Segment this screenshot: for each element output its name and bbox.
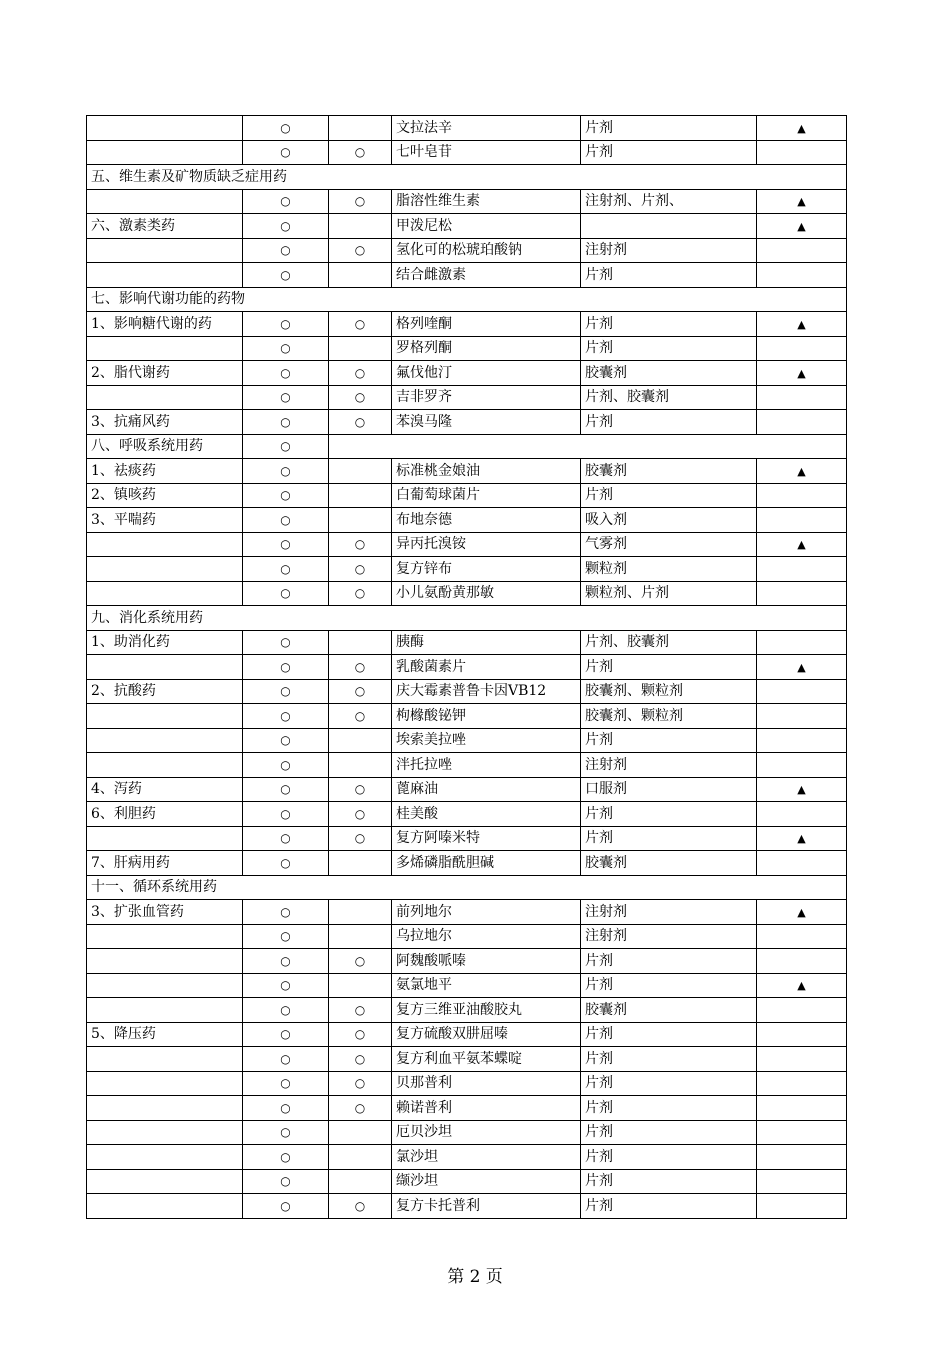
- drug-name-cell: 缬沙坦: [392, 1169, 581, 1194]
- flag-b-cell: ○: [329, 1047, 392, 1072]
- category-cell: 3、扩张血管药: [87, 900, 243, 925]
- drug-name-cell: 厄贝沙坦: [392, 1120, 581, 1145]
- table-row: [87, 238, 847, 263]
- mark-cell: ▲: [757, 189, 847, 214]
- table-row: [87, 777, 847, 802]
- table-row: [87, 973, 847, 998]
- flag-b-cell: ○: [329, 998, 392, 1023]
- flag-b-cell: ○: [329, 557, 392, 582]
- dosage-form-cell: 片剂: [581, 655, 757, 680]
- dosage-form-cell: 吸入剂: [581, 508, 757, 533]
- flag-b-cell: ○: [329, 826, 392, 851]
- dosage-form-cell: 片剂: [581, 802, 757, 827]
- flag-b-cell: ○: [329, 312, 392, 337]
- table-row: [87, 434, 847, 459]
- mark-cell: ▲: [757, 655, 847, 680]
- flag-b-cell: [329, 459, 392, 484]
- table-row: [87, 459, 847, 484]
- table-row: [87, 630, 847, 655]
- mark-cell: ▲: [757, 973, 847, 998]
- flag-a-cell: ○: [243, 630, 329, 655]
- table-row: [87, 410, 847, 435]
- flag-a-cell: ○: [243, 581, 329, 606]
- table-row: [87, 1047, 847, 1072]
- drug-list-table: [86, 115, 847, 1219]
- mark-cell: [757, 704, 847, 729]
- table-row: [87, 924, 847, 949]
- flag-a-cell: ○: [243, 728, 329, 753]
- table-row: [87, 1120, 847, 1145]
- flag-b-cell: [329, 214, 392, 239]
- flag-a-cell: ○: [243, 140, 329, 165]
- flag-a-cell: ○: [243, 704, 329, 729]
- table-row: [87, 900, 847, 925]
- table-row: [87, 557, 847, 582]
- flag-b-cell: [329, 508, 392, 533]
- flag-a-cell: ○: [243, 973, 329, 998]
- category-cell: 1、影响糖代谢的药: [87, 312, 243, 337]
- table-row: [87, 851, 847, 876]
- flag-a-cell: ○: [243, 238, 329, 263]
- drug-name-cell: 胰酶: [392, 630, 581, 655]
- flag-b-cell: [329, 1169, 392, 1194]
- drug-name-cell: 氯沙坦: [392, 1145, 581, 1170]
- drug-name-cell: 阿魏酸哌嗪: [392, 949, 581, 974]
- flag-b-cell: [329, 336, 392, 361]
- drug-name-cell: 氟伐他汀: [392, 361, 581, 386]
- mark-cell: ▲: [757, 459, 847, 484]
- section-heading: 五、维生素及矿物质缺乏症用药: [87, 165, 847, 190]
- flag-b-cell: ○: [329, 1194, 392, 1219]
- category-cell: 1、祛痰药: [87, 459, 243, 484]
- flag-a-cell: ○: [243, 949, 329, 974]
- dosage-form-cell: 片剂: [581, 336, 757, 361]
- mark-cell: [757, 1145, 847, 1170]
- table-row: [87, 312, 847, 337]
- mark-cell: ▲: [757, 312, 847, 337]
- mark-cell: [757, 483, 847, 508]
- flag-b-cell: [329, 900, 392, 925]
- table-row: [87, 875, 847, 900]
- category-cell: [87, 924, 243, 949]
- dosage-form-cell: 片剂: [581, 826, 757, 851]
- dosage-form-cell: 颗粒剂、片剂: [581, 581, 757, 606]
- flag-b-cell: ○: [329, 361, 392, 386]
- table-row: [87, 508, 847, 533]
- flag-b-cell: [329, 851, 392, 876]
- table-row: [87, 189, 847, 214]
- dosage-form-cell: 颗粒剂: [581, 557, 757, 582]
- flag-b-cell: ○: [329, 949, 392, 974]
- section-heading: 八、呼吸系统用药: [87, 434, 243, 459]
- table-row: [87, 581, 847, 606]
- table-row: [87, 336, 847, 361]
- dosage-form-cell: 片剂: [581, 1022, 757, 1047]
- drug-name-cell: 七叶皂苷: [392, 140, 581, 165]
- table-row: [87, 1022, 847, 1047]
- dosage-form-cell: 胶囊剂: [581, 459, 757, 484]
- flag-a-cell: ○: [243, 361, 329, 386]
- mark-cell: [757, 238, 847, 263]
- flag-b-cell: ○: [329, 655, 392, 680]
- dosage-form-cell: 片剂: [581, 263, 757, 288]
- dosage-form-cell: 片剂: [581, 1096, 757, 1121]
- dosage-form-cell: 片剂、胶囊剂: [581, 385, 757, 410]
- category-cell: [87, 753, 243, 778]
- category-cell: [87, 385, 243, 410]
- category-cell: [87, 140, 243, 165]
- mark-cell: [757, 410, 847, 435]
- table-row: [87, 1194, 847, 1219]
- flag-a-cell: ○: [243, 1169, 329, 1194]
- drug-name-cell: 氨氯地平: [392, 973, 581, 998]
- category-cell: 5、降压药: [87, 1022, 243, 1047]
- flag-b-cell: ○: [329, 410, 392, 435]
- flag-a-cell: ○: [243, 557, 329, 582]
- drug-name-cell: 文拉法辛: [392, 116, 581, 141]
- category-cell: [87, 1096, 243, 1121]
- drug-name-cell: 复方锌布: [392, 557, 581, 582]
- drug-name-cell: 结合雌激素: [392, 263, 581, 288]
- section-heading: 九、消化系统用药: [87, 606, 847, 631]
- category-cell: [87, 1169, 243, 1194]
- empty-cell: [329, 434, 847, 459]
- flag-a-cell: ○: [243, 189, 329, 214]
- dosage-form-cell: 片剂: [581, 1071, 757, 1096]
- flag-a-cell: ○: [243, 116, 329, 141]
- mark-cell: [757, 1169, 847, 1194]
- dosage-form-cell: 片剂、胶囊剂: [581, 630, 757, 655]
- dosage-form-cell: 片剂: [581, 1120, 757, 1145]
- dosage-form-cell: [581, 214, 757, 239]
- flag-a-cell: ○: [243, 826, 329, 851]
- flag-a-cell: ○: [243, 459, 329, 484]
- flag-a-cell: ○: [243, 1120, 329, 1145]
- drug-name-cell: 复方三维亚油酸胶丸: [392, 998, 581, 1023]
- category-cell: [87, 1047, 243, 1072]
- category-cell: 4、泻药: [87, 777, 243, 802]
- mark-cell: [757, 851, 847, 876]
- category-cell: 2、抗酸药: [87, 679, 243, 704]
- dosage-form-cell: 片剂: [581, 483, 757, 508]
- drug-name-cell: 复方利血平氨苯蝶啶: [392, 1047, 581, 1072]
- flag-a-cell: ○: [243, 679, 329, 704]
- dosage-form-cell: 注射剂: [581, 924, 757, 949]
- flag-a-cell: ○: [243, 998, 329, 1023]
- flag-a-cell: ○: [243, 851, 329, 876]
- category-cell: [87, 581, 243, 606]
- table-row: [87, 140, 847, 165]
- mark-cell: [757, 630, 847, 655]
- flag-b-cell: [329, 728, 392, 753]
- mark-cell: [757, 949, 847, 974]
- flag-b-cell: [329, 630, 392, 655]
- dosage-form-cell: 注射剂: [581, 753, 757, 778]
- dosage-form-cell: 注射剂: [581, 900, 757, 925]
- dosage-form-cell: 片剂: [581, 973, 757, 998]
- category-cell: [87, 116, 243, 141]
- table-row: [87, 679, 847, 704]
- page-number: 第 2 页: [447, 1267, 503, 1287]
- flag-a-cell: ○: [243, 532, 329, 557]
- mark-cell: ▲: [757, 116, 847, 141]
- flag-a-cell: ○: [243, 483, 329, 508]
- dosage-form-cell: 胶囊剂、颗粒剂: [581, 679, 757, 704]
- flag-a-cell: ○: [243, 508, 329, 533]
- mark-cell: [757, 998, 847, 1023]
- dosage-form-cell: 片剂: [581, 1145, 757, 1170]
- category-cell: [87, 1120, 243, 1145]
- flag-a-cell: ○: [243, 214, 329, 239]
- dosage-form-cell: 片剂: [581, 1047, 757, 1072]
- mark-cell: ▲: [757, 214, 847, 239]
- category-cell: 2、脂代谢药: [87, 361, 243, 386]
- category-cell: [87, 728, 243, 753]
- category-cell: 六、激素类药: [87, 214, 243, 239]
- flag-a-cell: ○: [243, 900, 329, 925]
- drug-name-cell: 埃索美拉唑: [392, 728, 581, 753]
- section-heading: 十一、循环系统用药: [87, 875, 847, 900]
- mark-cell: [757, 140, 847, 165]
- flag-b-cell: ○: [329, 1071, 392, 1096]
- table-row: [87, 263, 847, 288]
- mark-cell: [757, 1047, 847, 1072]
- flag-b-cell: [329, 263, 392, 288]
- category-cell: [87, 1145, 243, 1170]
- flag-b-cell: ○: [329, 777, 392, 802]
- flag-a-cell: ○: [243, 1022, 329, 1047]
- table-row: [87, 949, 847, 974]
- dosage-form-cell: 片剂: [581, 949, 757, 974]
- category-cell: [87, 189, 243, 214]
- drug-name-cell: 小儿氨酚黄那敏: [392, 581, 581, 606]
- flag-a-cell: ○: [243, 655, 329, 680]
- drug-name-cell: 白葡萄球菌片: [392, 483, 581, 508]
- flag-b-cell: ○: [329, 1096, 392, 1121]
- drug-name-cell: 乳酸菌素片: [392, 655, 581, 680]
- drug-name-cell: 贝那普利: [392, 1071, 581, 1096]
- table-row: [87, 116, 847, 141]
- dosage-form-cell: 片剂: [581, 312, 757, 337]
- mark-cell: ▲: [757, 361, 847, 386]
- flag-b-cell: ○: [329, 581, 392, 606]
- dosage-form-cell: 片剂: [581, 140, 757, 165]
- dosage-form-cell: 片剂: [581, 728, 757, 753]
- drug-name-cell: 布地奈德: [392, 508, 581, 533]
- flag-b-cell: ○: [329, 679, 392, 704]
- table-row: [87, 1096, 847, 1121]
- drug-name-cell: 枸橼酸铋钾: [392, 704, 581, 729]
- drug-name-cell: 异丙托溴铵: [392, 532, 581, 557]
- flag-b-cell: ○: [329, 238, 392, 263]
- flag-a-cell: ○: [243, 1071, 329, 1096]
- flag-a-cell: ○: [243, 753, 329, 778]
- category-cell: [87, 704, 243, 729]
- category-cell: [87, 949, 243, 974]
- flag-a-cell: ○: [243, 1096, 329, 1121]
- flag-b-cell: ○: [329, 532, 392, 557]
- flag-a-cell: ○: [243, 263, 329, 288]
- dosage-form-cell: 片剂: [581, 410, 757, 435]
- flag-a-cell: ○: [243, 410, 329, 435]
- flag-b-cell: [329, 1145, 392, 1170]
- category-cell: [87, 532, 243, 557]
- dosage-form-cell: 片剂: [581, 116, 757, 141]
- table-row: [87, 753, 847, 778]
- flag-a-cell: ○: [243, 802, 329, 827]
- dosage-form-cell: 片剂: [581, 1169, 757, 1194]
- mark-cell: [757, 385, 847, 410]
- mark-cell: [757, 924, 847, 949]
- category-cell: [87, 557, 243, 582]
- drug-name-cell: 乌拉地尔: [392, 924, 581, 949]
- flag-b-cell: ○: [329, 189, 392, 214]
- mark-cell: [757, 753, 847, 778]
- mark-cell: [757, 1096, 847, 1121]
- drug-name-cell: 脂溶性维生素: [392, 189, 581, 214]
- category-cell: [87, 1071, 243, 1096]
- flag-a-cell: ○: [243, 434, 329, 459]
- flag-b-cell: [329, 753, 392, 778]
- flag-b-cell: [329, 973, 392, 998]
- table-row: [87, 361, 847, 386]
- mark-cell: [757, 1022, 847, 1047]
- category-cell: [87, 263, 243, 288]
- drug-list-body: [87, 116, 847, 1219]
- flag-a-cell: ○: [243, 385, 329, 410]
- mark-cell: [757, 336, 847, 361]
- category-cell: 3、平喘药: [87, 508, 243, 533]
- category-cell: [87, 238, 243, 263]
- table-row: [87, 1169, 847, 1194]
- mark-cell: [757, 679, 847, 704]
- mark-cell: [757, 728, 847, 753]
- table-row: [87, 532, 847, 557]
- table-row: [87, 802, 847, 827]
- mark-cell: [757, 263, 847, 288]
- drug-name-cell: 多烯磷脂酰胆碱: [392, 851, 581, 876]
- mark-cell: [757, 1120, 847, 1145]
- dosage-form-cell: 注射剂: [581, 238, 757, 263]
- category-cell: 7、肝病用药: [87, 851, 243, 876]
- dosage-form-cell: 胶囊剂: [581, 851, 757, 876]
- flag-a-cell: ○: [243, 1145, 329, 1170]
- drug-name-cell: 赖诺普利: [392, 1096, 581, 1121]
- mark-cell: [757, 1071, 847, 1096]
- flag-a-cell: ○: [243, 777, 329, 802]
- flag-b-cell: ○: [329, 140, 392, 165]
- table-row: [87, 606, 847, 631]
- flag-b-cell: ○: [329, 704, 392, 729]
- mark-cell: [757, 581, 847, 606]
- mark-cell: [757, 508, 847, 533]
- dosage-form-cell: 胶囊剂、颗粒剂: [581, 704, 757, 729]
- category-cell: 6、利胆药: [87, 802, 243, 827]
- section-heading: 七、影响代谢功能的药物: [87, 287, 847, 312]
- dosage-form-cell: 气雾剂: [581, 532, 757, 557]
- drug-name-cell: 前列地尔: [392, 900, 581, 925]
- category-cell: [87, 973, 243, 998]
- table-row: [87, 826, 847, 851]
- drug-name-cell: 庆大霉素普鲁卡因VB12: [392, 679, 581, 704]
- flag-b-cell: [329, 483, 392, 508]
- category-cell: [87, 826, 243, 851]
- drug-name-cell: 泮托拉唑: [392, 753, 581, 778]
- table-row: [87, 287, 847, 312]
- category-cell: [87, 1194, 243, 1219]
- flag-a-cell: ○: [243, 1194, 329, 1219]
- table-row: [87, 704, 847, 729]
- category-cell: 2、镇咳药: [87, 483, 243, 508]
- table-row: [87, 483, 847, 508]
- category-cell: [87, 336, 243, 361]
- flag-b-cell: ○: [329, 802, 392, 827]
- drug-name-cell: 桂美酸: [392, 802, 581, 827]
- drug-name-cell: 蓖麻油: [392, 777, 581, 802]
- table-row: [87, 214, 847, 239]
- drug-name-cell: 格列喹酮: [392, 312, 581, 337]
- flag-a-cell: ○: [243, 1047, 329, 1072]
- dosage-form-cell: 胶囊剂: [581, 361, 757, 386]
- flag-b-cell: [329, 116, 392, 141]
- drug-name-cell: 复方卡托普利: [392, 1194, 581, 1219]
- table-row: [87, 1071, 847, 1096]
- mark-cell: ▲: [757, 900, 847, 925]
- flag-b-cell: [329, 924, 392, 949]
- drug-name-cell: 吉非罗齐: [392, 385, 581, 410]
- category-cell: [87, 998, 243, 1023]
- table-row: [87, 998, 847, 1023]
- table-row: [87, 1145, 847, 1170]
- drug-name-cell: 复方硫酸双肼屈嗪: [392, 1022, 581, 1047]
- dosage-form-cell: 注射剂、片剂、: [581, 189, 757, 214]
- category-cell: 3、抗痛风药: [87, 410, 243, 435]
- table-row: [87, 385, 847, 410]
- mark-cell: ▲: [757, 777, 847, 802]
- flag-b-cell: ○: [329, 1022, 392, 1047]
- mark-cell: ▲: [757, 532, 847, 557]
- mark-cell: [757, 802, 847, 827]
- flag-b-cell: ○: [329, 385, 392, 410]
- table-row: [87, 728, 847, 753]
- flag-b-cell: [329, 1120, 392, 1145]
- flag-a-cell: ○: [243, 312, 329, 337]
- table-row: [87, 165, 847, 190]
- flag-a-cell: ○: [243, 924, 329, 949]
- drug-name-cell: 甲泼尼松: [392, 214, 581, 239]
- drug-name-cell: 标准桃金娘油: [392, 459, 581, 484]
- drug-name-cell: 苯溴马隆: [392, 410, 581, 435]
- category-cell: 1、助消化药: [87, 630, 243, 655]
- flag-a-cell: ○: [243, 336, 329, 361]
- mark-cell: [757, 557, 847, 582]
- dosage-form-cell: 胶囊剂: [581, 998, 757, 1023]
- drug-name-cell: 罗格列酮: [392, 336, 581, 361]
- mark-cell: ▲: [757, 826, 847, 851]
- table-row: [87, 655, 847, 680]
- mark-cell: [757, 1194, 847, 1219]
- category-cell: [87, 655, 243, 680]
- dosage-form-cell: 口服剂: [581, 777, 757, 802]
- drug-name-cell: 复方阿嗪米特: [392, 826, 581, 851]
- drug-name-cell: 氢化可的松琥珀酸钠: [392, 238, 581, 263]
- dosage-form-cell: 片剂: [581, 1194, 757, 1219]
